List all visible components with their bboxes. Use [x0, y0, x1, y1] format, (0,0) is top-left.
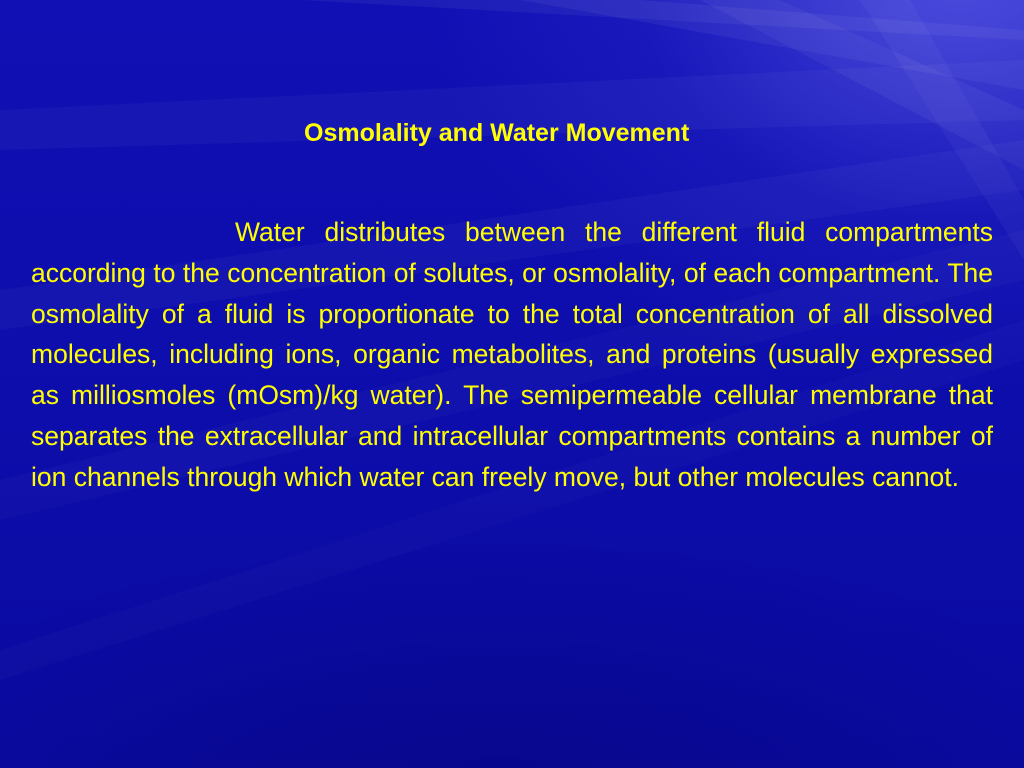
slide-body-text: Water distributes between the different fluid compartments according to the concentration of solutes, or osmolality, of each compartment. The osmolality of a fluid is proportionate to the total concentration of all dissolved molecules, including ions, organic metabolites, and proteins (usually expressed as milliosmoles (mOsm)/kg water). The semipermeable cellular membrane that separates the extracellular and intracellular compartments contains a number of ion channels through which water can freely move, but other molecules cannot.: [31, 217, 993, 492]
slide-title: Osmolality and Water Movement: [304, 119, 690, 147]
